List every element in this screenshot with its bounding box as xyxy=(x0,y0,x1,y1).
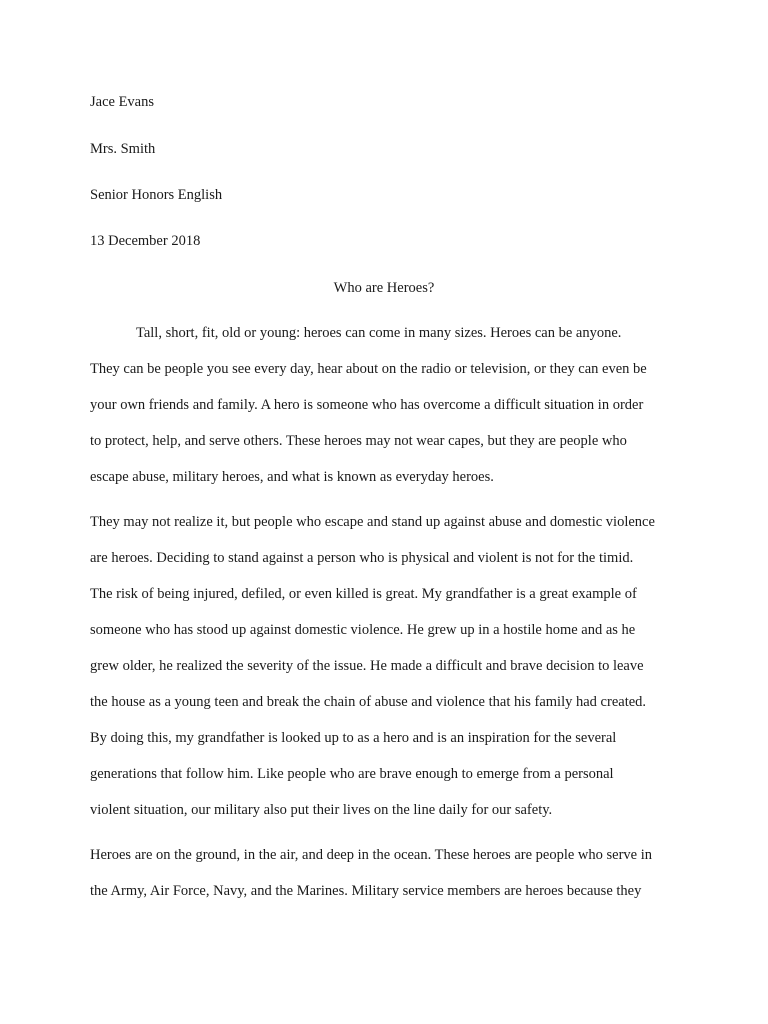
course-name: Senior Honors English xyxy=(90,187,223,203)
paragraph-line: are heroes. Deciding to stand against a person who is physical and violent is not for the timid. xyxy=(90,550,634,566)
paragraph-2 xyxy=(90,504,690,828)
paragraph-line: grew older, he realized the severity of the issue. He made a difficult and brave decision to leave xyxy=(90,658,644,674)
paragraph-3 xyxy=(90,837,690,909)
paragraph-line: They can be people you see every day, hear about on the radio or television, or they can even be xyxy=(90,361,647,377)
paragraph-line: The risk of being injured, defiled, or even killed is great. My grandfather is a great example of xyxy=(90,586,637,602)
paragraph-line: to protect, help, and serve others. These heroes may not wear capes, but they are people who xyxy=(90,433,627,449)
paragraph-line: Tall, short, fit, old or young: heroes can come in many sizes. Heroes can be anyone. xyxy=(136,325,622,341)
paragraph-line: the Army, Air Force, Navy, and the Marines. Military service members are heroes because they xyxy=(90,883,642,899)
paragraph-line: By doing this, my grandfather is looked up to as a hero and is an inspiration for the several xyxy=(90,730,617,746)
essay-date: 13 December 2018 xyxy=(90,233,201,249)
paragraph-line: They may not realize it, but people who escape and stand up against abuse and domestic violence xyxy=(90,514,655,530)
student-name: Jace Evans xyxy=(90,94,155,110)
paragraph-line: your own friends and family. A hero is someone who has overcome a difficult situation in order xyxy=(90,397,644,413)
paragraph-line: someone who has stood up against domestic violence. He grew up in a hostile home and as he xyxy=(90,622,636,638)
essay-title: Who are Heroes? xyxy=(333,280,435,296)
paragraph-line: Heroes are on the ground, in the air, and deep in the ocean. These heroes are people who serve in xyxy=(90,847,653,863)
paragraph-line: escape abuse, military heroes, and what is known as everyday heroes. xyxy=(90,469,494,485)
paragraph-line: the house as a young teen and break the chain of abuse and violence that his family had created. xyxy=(90,694,647,710)
paragraph-line: generations that follow him. Like people who are brave enough to emerge from a personal xyxy=(90,766,614,782)
paragraph-line: violent situation, our military also put their lives on the line daily for our safety. xyxy=(90,802,553,818)
paragraph-1 xyxy=(90,315,690,495)
teacher-name: Mrs. Smith xyxy=(90,141,156,157)
